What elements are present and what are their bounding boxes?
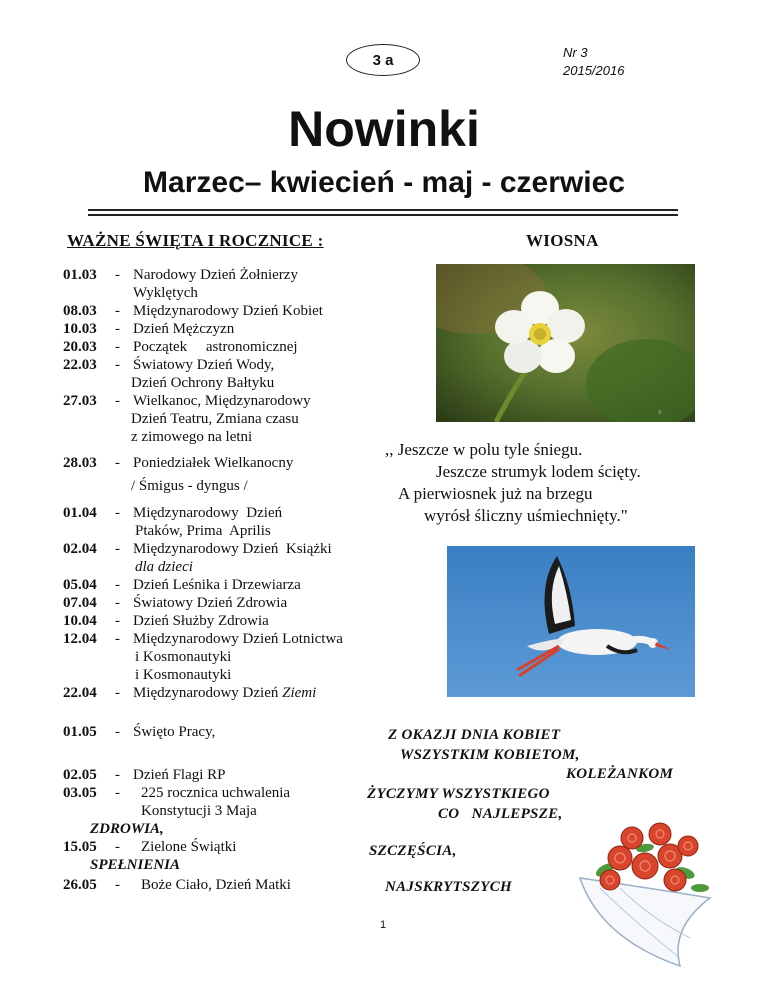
newsletter-title: Nowinki xyxy=(288,101,480,157)
issue-info xyxy=(563,44,624,80)
wish-line: ŻYCZYMY WSZYSTKIEGO xyxy=(367,786,550,802)
wish-line: KOLEŻANKOM xyxy=(566,766,674,782)
newsletter-subtitle: Marzec– kwiecień - maj - czerwiec xyxy=(143,166,625,199)
stork-image xyxy=(447,546,695,697)
wish-line: Z OKAZJI DNIA KOBIET xyxy=(388,727,561,743)
poem-line: Jeszcze strumyk lodem ścięty. xyxy=(436,462,641,481)
wish-interjection: SPEŁNIENIA xyxy=(90,857,181,873)
wish-line: SZCZĘŚCIA, xyxy=(369,843,457,859)
poem-line: wyrósł śliczny uśmiechnięty." xyxy=(424,506,628,525)
page-number: 1 xyxy=(380,919,387,931)
divider-rule-top xyxy=(88,209,678,211)
class-badge: 3 a xyxy=(346,44,420,76)
wish-interjection: ZDROWIA, xyxy=(90,821,164,837)
wish-line: NAJSKRYTSZYCH xyxy=(385,879,512,895)
holidays-heading: WAŻNE ŚWIĘTA I ROCZNICE : xyxy=(67,231,324,250)
poem-line: A pierwiosnek już na brzegu xyxy=(398,484,593,503)
strawberry-flower-image xyxy=(436,264,695,422)
bouquet-clipart xyxy=(560,818,720,968)
stork-photo xyxy=(447,546,695,697)
wish-line: WSZYSTKIM KOBIETOM, xyxy=(400,747,580,763)
wish-line: CO NAJLEPSZE, xyxy=(438,806,563,822)
divider-rule-bottom xyxy=(88,214,678,216)
school-year: 2015/2016 xyxy=(563,63,625,78)
flower-photo xyxy=(436,264,695,422)
issue-number: Nr 3 xyxy=(563,45,588,60)
poem-line: ,, Jeszcze w polu tyle śniegu. xyxy=(385,440,583,459)
svg-text:©: © xyxy=(658,411,662,416)
rose-bouquet-icon xyxy=(560,818,720,968)
spring-heading: WIOSNA xyxy=(526,231,599,250)
